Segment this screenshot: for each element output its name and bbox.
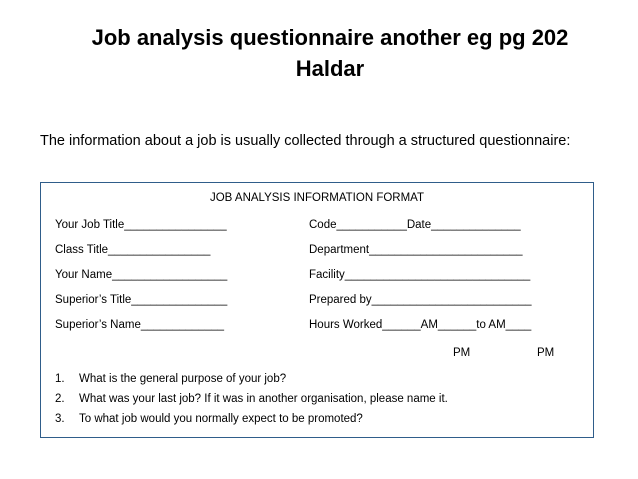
field-department: Department________________________ [309,244,523,256]
list-item [55,392,448,412]
question-number: 1. [55,373,65,385]
field-superior-name: Superior’s Name_____________ [55,319,225,331]
field-job-title: Your Job Title________________ [55,219,227,231]
pm-label-2: PM [537,347,555,359]
pm-label-1: PM [453,347,471,359]
title-line-2: Haldar [295,56,365,81]
title-line-1: Job analysis questionnaire another eg pg 202 [91,25,569,50]
question-number: 3. [55,413,65,425]
field-facility: Facility_____________________________ [309,269,531,281]
field-hours-worked: Hours Worked______AM______to AM____ [309,319,532,331]
field-superior-title: Superior’s Title_______________ [55,294,228,306]
field-prepared-by: Prepared by_________________________ [309,294,532,306]
list-item [55,412,448,432]
question-number: 2. [55,393,65,405]
field-your-name: Your Name__________________ [55,269,228,281]
slide-title [40,22,620,84]
field-code-date: Code___________Date______________ [309,219,521,231]
list-item [55,372,448,392]
question-list [55,372,448,432]
question-text: To what job would you normally expect to be promoted? [79,413,363,425]
job-analysis-form [40,182,594,438]
form-heading: JOB ANALYSIS INFORMATION FORMAT [209,192,425,204]
question-text: What was your last job? If it was in another organisation, please name it. [79,393,448,405]
field-class-title: Class Title________________ [55,244,211,256]
question-text: What is the general purpose of your job? [79,373,287,385]
intro-text: The information about a job is usually collected through a structured questionnaire: [40,133,571,149]
